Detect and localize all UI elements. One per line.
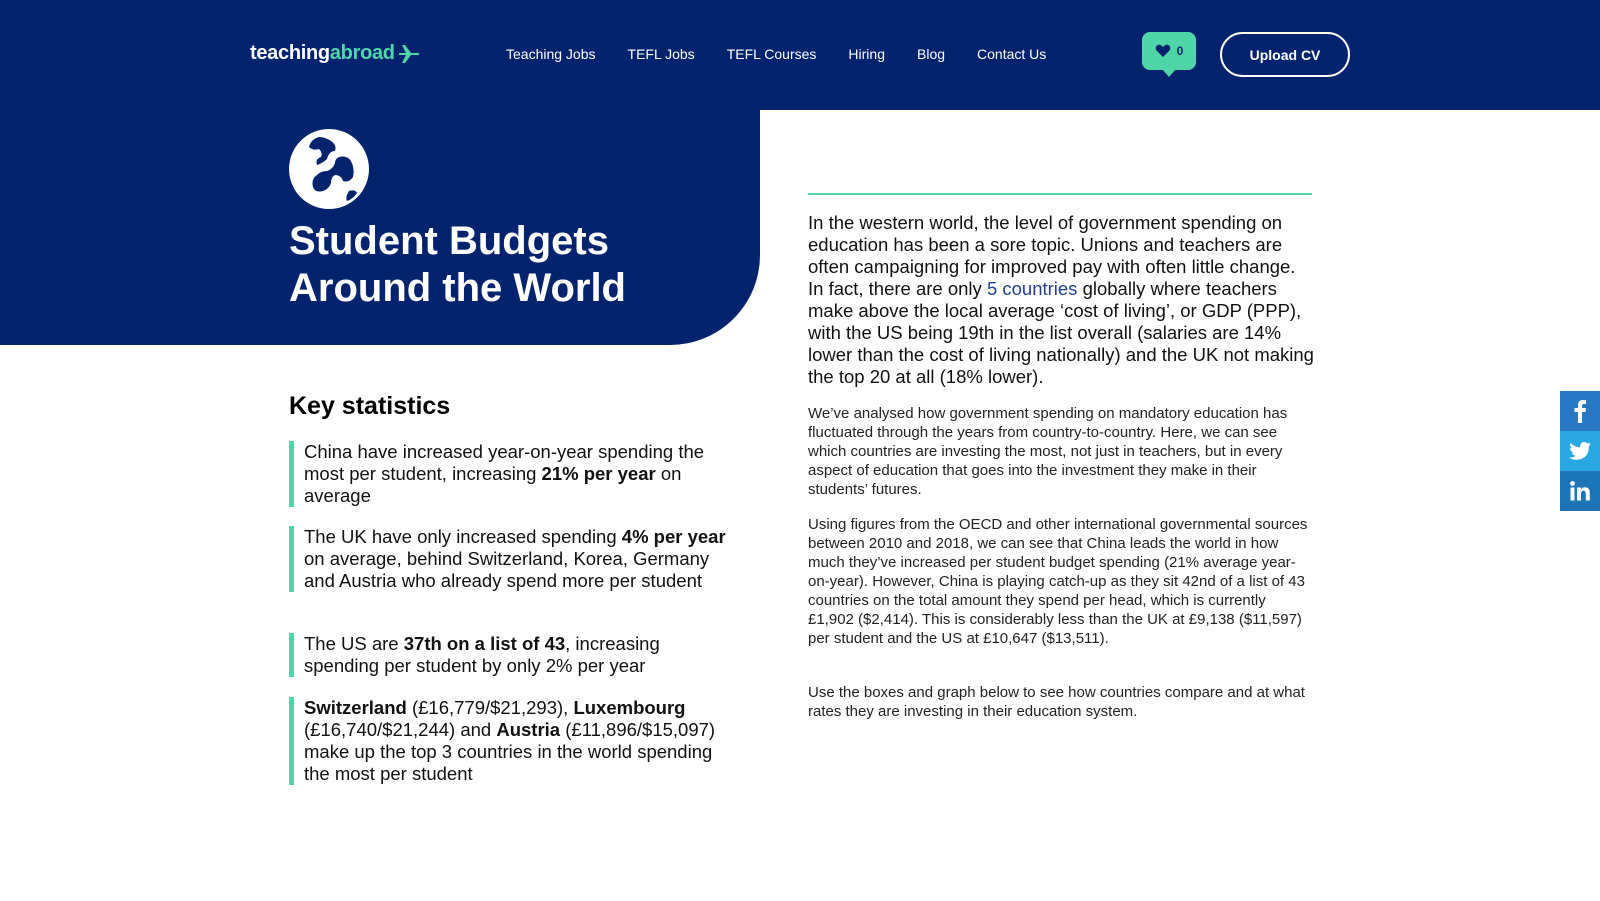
key-stat-highlight: Austria <box>496 719 561 740</box>
key-stat-text: (£16,740/$21,244) and <box>304 719 497 740</box>
key-stat-text: (£11,896/$15,097) make up the top 3 countries in the world spending the most per student <box>304 719 716 784</box>
site-logo[interactable] <box>250 42 421 65</box>
twitter-icon <box>1569 442 1591 460</box>
key-stat-highlight: Luxembourg <box>573 697 686 718</box>
body-paragraph: Using figures from the OECD and other international governmental sources between 2010 and 2018, we can see that China leads the world in how much they’ve increased per student budget spending (21% average year-on-year). However, China is playing catch-up as they sit 42nd of a list of 43 countries on the total amount they spend per head, which is currently £1,902 ($2,414). This is considerably less than the UK at £9,138 ($11,597) per student and the US at £10,647 ($13,511). <box>808 516 1308 647</box>
key-stat-item <box>289 526 734 592</box>
intro-text-start: In the western world, the level of government spending on education has been a sore topic. Unions and teachers are often campaigning for improved pay with often little change. In fact, there are only <box>808 212 1296 299</box>
heart-icon <box>1155 44 1171 58</box>
page-title: Student Budgets Around the World <box>289 219 626 310</box>
nav-tefl-courses[interactable]: TEFL Courses <box>726 46 817 62</box>
intro-text-end: globally where teachers make above the local average ‘cost of living’, or GDP (PPP), with the US being 19th in the list overall (salaries are 14% lower than the cost of living nationally) and the UK not making the top 20 at all (18% lower). <box>808 278 1314 387</box>
nav-tefl-jobs[interactable]: TEFL Jobs <box>627 46 695 62</box>
key-statistics-heading: Key statistics <box>289 392 451 420</box>
key-stat-highlight: 4% per year <box>621 526 726 547</box>
key-stat-text: (£16,779/$21,293), <box>406 697 574 718</box>
key-stat-text: on average <box>304 463 682 506</box>
accent-divider <box>808 193 1312 195</box>
key-stat-item <box>289 633 734 677</box>
globe-icon <box>289 129 369 209</box>
five-countries-link[interactable]: 5 countries <box>986 278 1078 299</box>
favourites-button[interactable] <box>1142 32 1196 70</box>
key-stat-highlight: Switzerland <box>304 697 407 718</box>
body-paragraph: We’ve analysed how government spending on mandatory education has fluctuated through the years from country-to-country. Here, we can see which countries are investing the most, not just in teachers, but in every aspect of education that goes into the investment they make in their students’ futures. <box>808 405 1288 498</box>
nav-teaching-jobs[interactable]: Teaching Jobs <box>506 46 596 62</box>
share-twitter-button[interactable] <box>1560 431 1600 471</box>
key-stat-text: , increasing spending per student by only 2% per year <box>304 633 660 676</box>
key-stat-text: The UK have only increased spending <box>304 526 622 547</box>
key-stat-text: on average, behind Switzerland, Korea, Germany and Austria who already spend more per student <box>304 548 710 591</box>
logo-text-abroad: abroad <box>329 42 395 64</box>
logo-text-teaching: teaching <box>250 42 330 64</box>
nav-hiring[interactable]: Hiring <box>848 46 885 62</box>
main-nav <box>506 46 1078 62</box>
key-stat-text: China have increased year-on-year spending the most per student, increasing <box>304 441 705 484</box>
nav-blog[interactable]: Blog <box>917 46 946 62</box>
share-facebook-button[interactable] <box>1560 391 1600 431</box>
facebook-icon <box>1573 399 1587 423</box>
share-linkedin-button[interactable] <box>1560 471 1600 511</box>
upload-cv-button[interactable]: Upload CV <box>1220 32 1350 77</box>
key-stat-item <box>289 441 734 507</box>
airplane-icon <box>397 44 421 64</box>
nav-contact-us[interactable]: Contact Us <box>977 46 1047 62</box>
intro-paragraph <box>808 212 1314 388</box>
top-navigation-bar <box>0 0 1600 110</box>
key-stat-highlight: 21% per year <box>541 463 656 484</box>
linkedin-icon <box>1570 481 1590 501</box>
body-paragraph: Use the boxes and graph below to see how countries compare and at what rates they are investing in their education system. <box>808 684 1305 720</box>
favourites-count: 0 <box>1176 44 1184 58</box>
key-stat-highlight: 37th on a list of 43 <box>403 633 566 654</box>
key-stat-item <box>289 697 734 785</box>
key-stat-text: The US are <box>304 633 404 654</box>
